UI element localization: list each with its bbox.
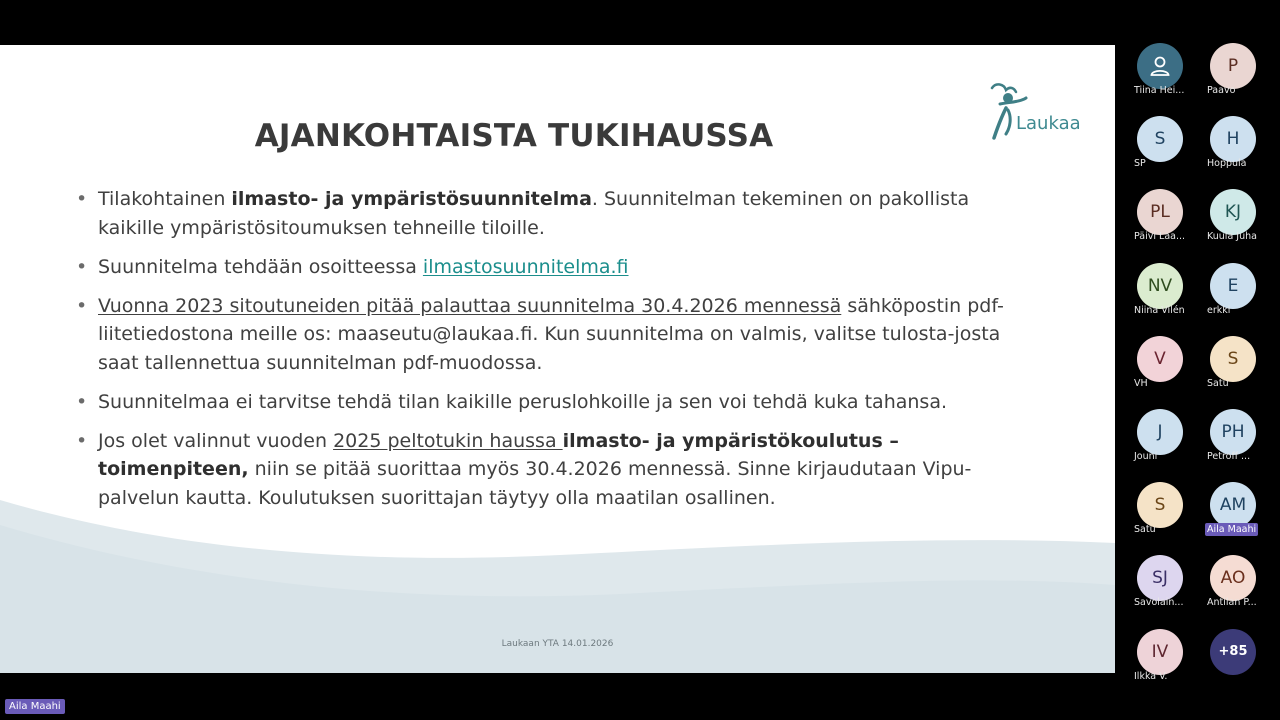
participant-avatar: AM	[1210, 482, 1256, 528]
shared-slide	[0, 45, 1115, 673]
bullet-1-text-c: . Suunnitelman tekeminen on pakollista kaikille ympäristösitoumuksen tehneille tiloille.	[98, 188, 970, 239]
participant-name: VH	[1134, 377, 1148, 389]
more-participants-button[interactable]	[1189, 623, 1265, 693]
participant-tile[interactable]	[1189, 183, 1265, 253]
participant-name: Savolain...	[1134, 597, 1184, 609]
slide-footer: Laukaan YTA 14.01.2026	[501, 639, 614, 649]
participant-tile[interactable]	[1116, 476, 1192, 546]
bullet-4-text: Suunnitelmaa ei tarvitse tehdä tilan kaikille peruslohkoille ja sen voi tehdä kuka tahansa.	[98, 390, 948, 413]
participant-tile[interactable]	[1116, 37, 1192, 107]
participant-tile[interactable]	[1189, 476, 1265, 546]
participant-avatar	[1137, 43, 1183, 89]
participant-avatar: PL	[1137, 189, 1183, 235]
bullet-3	[76, 292, 1036, 378]
participant-tile[interactable]	[1116, 403, 1192, 473]
participant-tile[interactable]	[1189, 110, 1265, 180]
participant-name: Satu	[1207, 377, 1229, 389]
participant-name: Hoppula	[1207, 158, 1247, 170]
participant-tile[interactable]	[1116, 549, 1192, 619]
slide-title: AJANKOHTAISTA TUKIHAUSSA	[254, 118, 774, 154]
bullet-5-text-a: Jos olet valinnut vuoden	[98, 429, 334, 452]
participant-avatar: IV	[1137, 629, 1183, 675]
participant-name: Päivi Laa...	[1134, 231, 1186, 243]
ilmastosuunnitelma-link[interactable]: ilmastosuunnitelma.fi	[422, 255, 629, 278]
participant-name: Aila Maahi	[1207, 524, 1257, 536]
bullet-2	[76, 253, 1036, 282]
participant-avatar: SJ	[1137, 555, 1183, 601]
user-icon	[1148, 54, 1172, 78]
slide-bullet-list	[76, 185, 1036, 523]
bullet-2-text: Suunnitelma tehdään osoitteessa	[98, 255, 423, 278]
participant-name: Niina Vilén	[1134, 304, 1185, 316]
participant-avatar: S	[1137, 482, 1183, 528]
participant-avatar: AO	[1210, 555, 1256, 601]
bullet-3-underlined: Vuonna 2023 sitoutuneiden pitää palauttaa suunnitelma 30.4.2026 mennessä	[98, 294, 842, 317]
more-participants-count: +85	[1210, 629, 1256, 675]
bullet-5-text-c: niin se pitää suorittaa myös 30.4.2026 mennessä. Sinne kirjaudutaan Vipu-palvelun kautta. Koulutuksen suorittajan täytyy olla maatilan osallinen.	[98, 458, 972, 509]
participant-name: erkki	[1207, 304, 1231, 316]
participant-name: Ilkka V.	[1134, 670, 1168, 682]
participant-avatar: E	[1210, 263, 1256, 309]
bullet-5-underlined: 2025 peltotukin haussa	[333, 429, 563, 452]
participant-tile[interactable]	[1189, 549, 1265, 619]
participant-tile[interactable]	[1116, 623, 1192, 693]
participant-avatar: S	[1210, 336, 1256, 382]
bullet-1	[76, 185, 1036, 242]
self-view-name-label: Aila Maahi	[5, 699, 65, 714]
participant-avatar: J	[1137, 409, 1183, 455]
participant-avatar: H	[1210, 116, 1256, 162]
participant-avatar: KJ	[1210, 189, 1256, 235]
bullet-3-text: sähköpostin pdf-liitetiedostona meille os: maaseutu@laukaa.fi. Kun suunnitelma on valmis, valitse tulosta-josta saat tallennettua suunnitelman pdf-muodossa.	[98, 294, 1004, 374]
bullet-1-text-a: Tilakohtainen	[98, 188, 232, 210]
bullet-1-bold: ilmasto- ja ympäristösuunnitelma	[231, 188, 592, 210]
participant-name: Petroff ...	[1207, 451, 1251, 462]
participant-avatar: P	[1210, 43, 1256, 89]
participant-name: SP	[1134, 158, 1146, 170]
participant-tile[interactable]	[1116, 183, 1192, 253]
participant-name: Antilan P...	[1207, 597, 1257, 609]
participant-name: Kuula Juha	[1207, 231, 1257, 243]
logo-text: Laukaa	[1016, 113, 1081, 134]
participant-name: Jouni	[1134, 451, 1158, 462]
participant-tile[interactable]	[1189, 257, 1265, 327]
participant-tile[interactable]	[1116, 257, 1192, 327]
bullet-5-bold: ilmasto- ja ympäristökoulutus – toimenpiteen,	[98, 429, 899, 480]
participants-panel	[1116, 37, 1280, 697]
participant-tile[interactable]	[1189, 403, 1265, 473]
participant-tile[interactable]	[1116, 330, 1192, 400]
participant-avatar: NV	[1137, 263, 1183, 309]
participant-tile[interactable]	[1189, 37, 1265, 107]
bullet-5	[76, 427, 1036, 513]
participant-avatar: PH	[1210, 409, 1256, 455]
participant-tile[interactable]	[1189, 330, 1265, 400]
participant-name: Satu	[1134, 524, 1156, 536]
participant-avatar: S	[1137, 116, 1183, 162]
participant-avatar: V	[1137, 336, 1183, 382]
bullet-4	[76, 388, 1036, 417]
participant-name: Tiina Hei...	[1134, 85, 1185, 96]
participant-tile[interactable]	[1116, 110, 1192, 180]
participant-name: Paavo	[1207, 85, 1236, 96]
